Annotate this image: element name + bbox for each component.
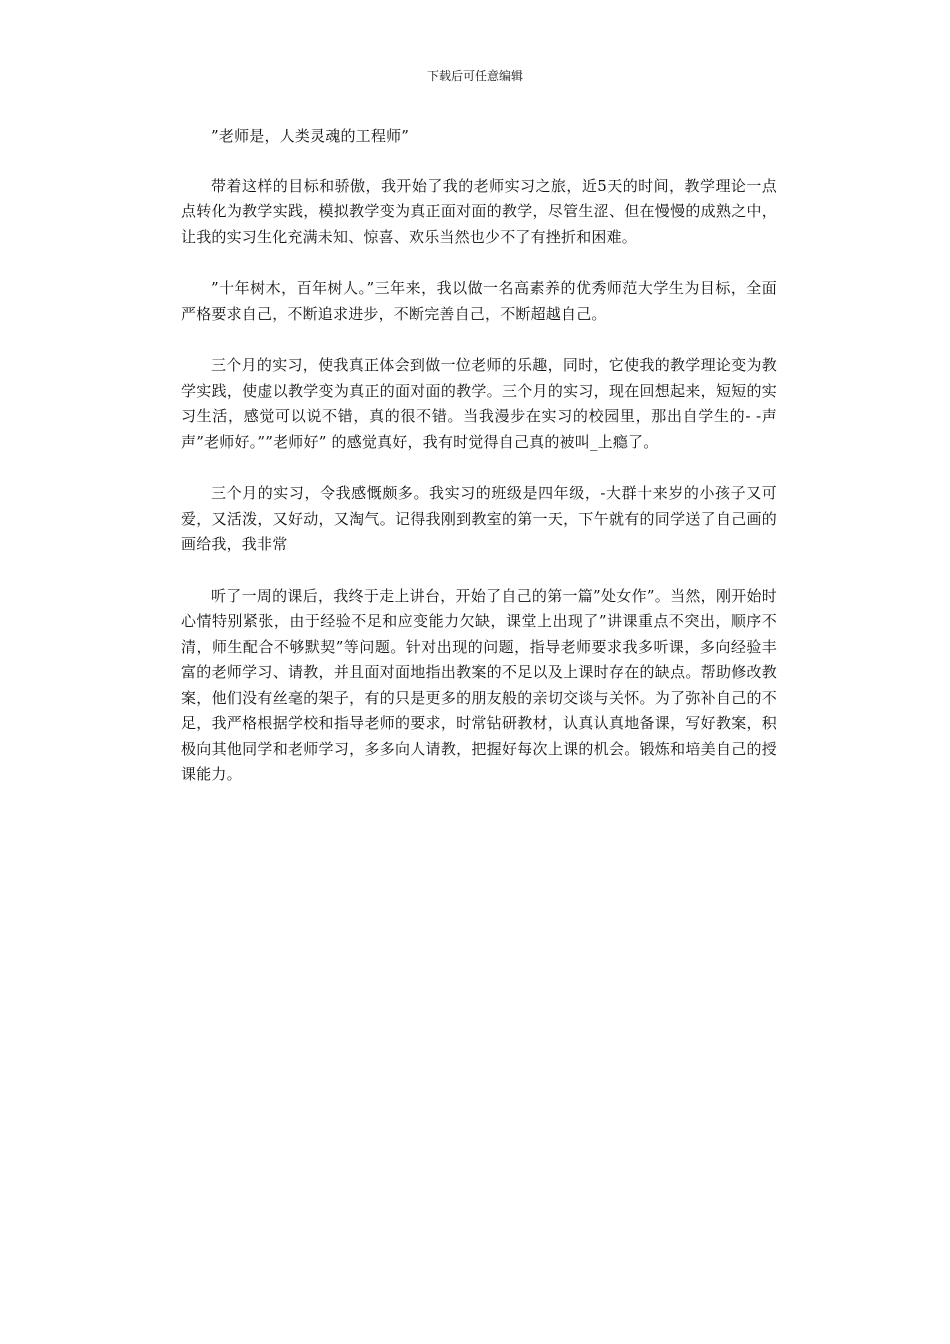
title-quote-paragraph: ”老师是，人类灵魂的工程师” [211, 127, 410, 145]
paragraph-internship-start: 带着这样的目标和骄傲，我开始了我的老师实习之旅，近5天的时间，教学理论一点点转化为教学实践，模拟教学变为真正面对面的教学，尽管生涩、但在慢慢的成熟之中，让我的实习生化充满未知、惊喜、欢乐当然也少不了有挫折和困难。 [181, 176, 777, 246]
paragraph-three-years: ”十年树木，百年树人。”三年来，我以做一名高素养的优秀师范大学生为目标，全面严格要求自己，不断追求进步，不断完善自己，不断超越自己。 [181, 279, 777, 323]
document-body [181, 124, 777, 814]
paragraph-class-fourth-grade: 三个月的实习，令我感慨颇多。我实习的班级是四年级，-大群十来岁的小孩子又可爱，又活泼，又好动，又淘气。记得我刚到教室的第一天，下午就有的同学送了自己画的画给我，我非常 [181, 484, 777, 553]
download-edit-note: 下载后可任意编辑 [426, 69, 523, 83]
paragraph-three-months-joy: 三个月的实习，使我真正体会到做一位老师的乐趣，同时，它使我的教学理论变为教学实践，使虚以教学变为真正的面对面的教学。三个月的实习，现在回想起来，短短的实习生活，感觉可以说不错，真的很不错。当我漫步在实习的校园里，那出自学生的- -声声”老师好。””老师好” 的感觉真好，我有时觉得自己真的被叫_上瘾了。 [181, 356, 777, 451]
paragraph-first-lesson: 听了一周的课后，我终于走上讲台，开始了自己的第一篇”处女作”。当然，刚开始时心情特别紧张，由于经验不足和应变能力欠缺，课堂上出现了”讲课重点不突出，顺序不清，师生配合不够默契”等问题。针对出现的问题，指导老师要求我多听课，多向经验丰富的老师学习、请教，并且面对面地指出教案的不足以及上课时存在的缺点。帮助修改教案，他们没有丝毫的架子，有的只是更多的朋友般的亲切交谈与关怀。为了弥补自己的不足，我严格根据学校和指导老师的要求，时常钻研教材，认真认真地备课，写好教案，积极向其他同学和老师学习，多多向人请教，把握好每次上课的机会。锻炼和培美自己的授课能力。 [181, 586, 777, 783]
